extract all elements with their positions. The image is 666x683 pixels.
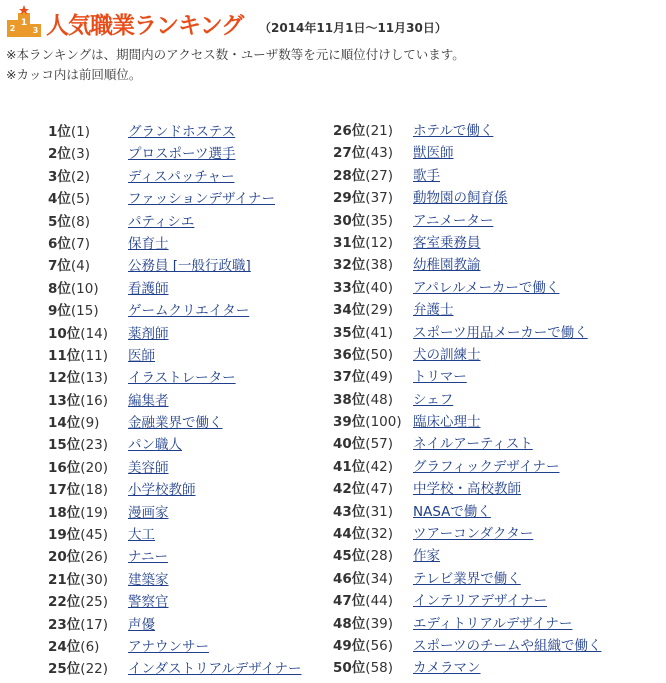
rank-number: 29位 <box>333 190 366 207</box>
job-link[interactable]: アニメーター <box>413 212 494 229</box>
previous-rank: (37) <box>365 190 394 207</box>
rank-label <box>333 165 393 187</box>
job-link[interactable]: ファッションデザイナー <box>128 191 276 208</box>
rank-label <box>333 344 393 366</box>
job-link[interactable]: 弁護士 <box>413 302 454 319</box>
previous-rank: (19) <box>80 504 109 521</box>
rank-number: 23位 <box>48 616 81 633</box>
previous-rank: (31) <box>365 503 394 520</box>
previous-rank: (40) <box>365 279 394 296</box>
previous-rank: (58) <box>365 660 394 677</box>
rank-number: 18位 <box>48 504 81 521</box>
job-link[interactable]: 看護師 <box>128 280 169 297</box>
previous-rank: (9) <box>80 415 100 432</box>
rank-label <box>48 367 108 389</box>
rank-label <box>48 121 90 143</box>
rank-label <box>333 142 393 164</box>
rank-number: 31位 <box>333 234 366 251</box>
rank-number: 14位 <box>48 415 81 432</box>
rank-number: 37位 <box>333 369 366 386</box>
rank-number: 27位 <box>333 145 366 162</box>
rank-number: 50位 <box>333 660 366 677</box>
previous-rank: (17) <box>80 616 109 633</box>
job-link[interactable]: 小学校教師 <box>128 482 196 499</box>
job-link[interactable]: テレビ業界で働く <box>413 570 521 587</box>
rank-label <box>48 233 90 255</box>
page-header <box>6 3 656 41</box>
rank-number: 42位 <box>333 481 366 498</box>
previous-rank: (42) <box>365 458 394 475</box>
previous-rank: (35) <box>365 212 394 229</box>
rank-label <box>48 278 99 300</box>
previous-rank: (45) <box>80 527 109 544</box>
rank-label <box>333 120 393 142</box>
job-link[interactable]: 幼稚園教諭 <box>413 257 481 274</box>
job-link[interactable]: エディトリアルデザイナー <box>413 615 573 632</box>
rank-label <box>48 390 108 412</box>
rank-number: 35位 <box>333 324 366 341</box>
rank-number: 17位 <box>48 482 81 499</box>
previous-rank: (8) <box>70 213 91 230</box>
rank-label <box>333 210 393 232</box>
rank-label <box>48 614 108 636</box>
job-link[interactable]: 保育士 <box>128 235 169 252</box>
previous-rank: (11) <box>80 347 109 364</box>
previous-rank: (32) <box>365 526 394 543</box>
rank-label <box>48 143 90 165</box>
rank-label <box>48 345 108 367</box>
job-link[interactable]: ホテルで働く <box>413 123 494 139</box>
job-link[interactable]: グランドホステス <box>128 124 236 140</box>
podium-digit-3: 3 <box>32 26 39 35</box>
rank-number: 24位 <box>48 638 81 655</box>
job-link[interactable]: スポーツ用品メーカーで働く <box>413 324 588 341</box>
rank-number: 46位 <box>333 570 366 587</box>
job-link[interactable]: グラフィックデザイナー <box>413 458 560 475</box>
rank-label <box>333 635 393 657</box>
job-link[interactable]: スポーツのチームや組織で働く <box>413 637 602 654</box>
job-link[interactable]: 犬の訓練士 <box>413 346 481 363</box>
rank-label <box>333 389 393 411</box>
rank-label <box>333 187 393 209</box>
rank-number: 21位 <box>48 571 81 588</box>
previous-rank: (15) <box>70 303 99 320</box>
job-link[interactable]: 獣医師 <box>413 145 454 162</box>
job-link[interactable]: 建築家 <box>128 571 169 588</box>
rank-number: 48位 <box>333 615 366 632</box>
rank-label <box>333 523 393 545</box>
podium-digit-2: 2 <box>9 24 16 33</box>
previous-rank: (10) <box>70 280 99 297</box>
rank-label <box>48 546 108 568</box>
rank-number: 3位 <box>48 168 71 185</box>
previous-rank: (4) <box>70 258 91 275</box>
rank-label <box>48 658 108 680</box>
job-link[interactable]: 公務員 [一般行政職] <box>128 258 251 275</box>
job-link[interactable]: 臨床心理士 <box>413 414 481 431</box>
job-link[interactable]: パティシエ <box>128 213 195 230</box>
previous-rank: (43) <box>365 145 394 162</box>
rank-label <box>333 299 393 321</box>
ranking-period: （2014年11月1日～11月30日） <box>259 21 447 35</box>
rank-label <box>333 590 393 612</box>
previous-rank: (21) <box>365 123 394 139</box>
rank-label <box>48 434 108 456</box>
previous-rank: (5) <box>70 191 91 208</box>
rank-number: 41位 <box>333 458 366 475</box>
previous-rank: (50) <box>365 346 394 363</box>
rank-number: 26位 <box>333 123 366 139</box>
rank-number: 30位 <box>333 212 366 229</box>
job-link[interactable]: シェフ <box>413 391 454 408</box>
rank-number: 45位 <box>333 548 366 565</box>
rank-label <box>333 456 393 478</box>
rank-label <box>333 366 393 388</box>
rank-number: 39位 <box>333 414 366 431</box>
podium-digit-1: 1 <box>20 18 28 28</box>
rank-label <box>333 545 393 567</box>
rank-label <box>333 433 393 455</box>
previous-rank: (20) <box>80 459 109 476</box>
rank-number: 1位 <box>48 124 71 140</box>
job-link[interactable]: 医師 <box>128 347 155 364</box>
rank-number: 8位 <box>48 280 71 297</box>
rank-label <box>48 323 108 345</box>
previous-rank: (41) <box>365 324 394 341</box>
job-link[interactable]: 薬剤師 <box>128 325 169 342</box>
rank-label <box>48 457 108 479</box>
job-link[interactable]: プロスポーツ選手 <box>128 146 236 163</box>
rank-label <box>48 412 99 434</box>
job-link[interactable]: ナニー <box>128 549 168 566</box>
job-link[interactable]: 客室乗務員 <box>413 234 481 251</box>
rank-label <box>48 569 108 591</box>
rank-label <box>48 300 99 322</box>
previous-rank: (6) <box>80 638 100 655</box>
job-link[interactable]: 声優 <box>128 616 155 633</box>
rank-number: 6位 <box>48 235 71 252</box>
job-link[interactable]: 漫画家 <box>128 504 169 521</box>
previous-rank: (28) <box>365 548 394 565</box>
previous-rank: (12) <box>365 234 394 251</box>
rank-number: 16位 <box>48 459 81 476</box>
rank-number: 38位 <box>333 391 366 408</box>
podium-icon <box>6 5 42 37</box>
job-link[interactable]: パン職人 <box>128 437 182 454</box>
rank-label <box>333 613 393 635</box>
job-link[interactable]: インダストリアルデザイナー <box>128 661 302 678</box>
job-link[interactable]: ネイルアーティスト <box>413 436 533 453</box>
job-link[interactable]: カメラマン <box>413 660 481 677</box>
previous-rank: (3) <box>70 146 91 163</box>
rank-number: 44位 <box>333 526 366 543</box>
previous-rank: (2) <box>70 168 91 185</box>
rank-number: 49位 <box>333 637 366 654</box>
rank-number: 7位 <box>48 258 71 275</box>
previous-rank: (38) <box>365 257 394 274</box>
rank-number: 33位 <box>333 279 366 296</box>
rank-number: 10位 <box>48 325 81 342</box>
rank-label <box>333 657 393 679</box>
previous-rank: (57) <box>365 436 394 453</box>
previous-rank: (27) <box>365 167 394 184</box>
previous-rank: (1) <box>70 124 91 140</box>
rank-label <box>48 502 108 524</box>
rank-number: 2位 <box>48 146 71 163</box>
job-link[interactable]: 編集者 <box>128 392 169 409</box>
rank-label <box>48 479 108 501</box>
rank-number: 47位 <box>333 593 366 610</box>
job-link[interactable]: ツアーコンダクター <box>413 526 534 543</box>
rank-label <box>333 277 393 299</box>
rank-label <box>333 232 393 254</box>
rank-number: 12位 <box>48 370 81 387</box>
note-text: ※カッコ内は前回順位。 <box>6 67 142 82</box>
previous-rank: (56) <box>365 637 394 654</box>
previous-rank: (48) <box>365 391 394 408</box>
rank-number: 36位 <box>333 346 366 363</box>
rank-label <box>333 411 402 433</box>
rank-number: 28位 <box>333 167 366 184</box>
rank-label <box>48 591 108 613</box>
previous-rank: (22) <box>80 661 109 678</box>
rank-number: 9位 <box>48 303 71 320</box>
previous-rank: (7) <box>70 235 91 252</box>
job-link[interactable]: 中学校・高校教師 <box>413 481 521 498</box>
rank-label <box>48 636 99 658</box>
rank-number: 19位 <box>48 527 81 544</box>
rank-number: 34位 <box>333 302 366 319</box>
note-text: ※本ランキングは、期間内のアクセス数・ユーザ数等を元に順位付けしています。 <box>6 47 465 62</box>
previous-rank: (39) <box>365 615 394 632</box>
previous-rank: (100) <box>365 414 402 431</box>
job-link[interactable]: アパレルメーカーで働く <box>413 279 560 296</box>
job-link[interactable]: 金融業界で働く <box>128 415 223 432</box>
rank-number: 32位 <box>333 257 366 274</box>
rank-number: 4位 <box>48 191 71 208</box>
job-link[interactable]: 美容師 <box>128 459 169 476</box>
job-link[interactable]: 作家 <box>413 548 440 565</box>
previous-rank: (26) <box>80 549 109 566</box>
rank-number: 11位 <box>48 347 81 364</box>
job-link[interactable]: 動物園の飼育係 <box>413 190 508 207</box>
job-link[interactable]: 大工 <box>128 527 155 544</box>
job-link[interactable]: 警察官 <box>128 594 169 611</box>
rank-label <box>333 322 393 344</box>
job-link[interactable]: NASAで働く <box>413 503 491 520</box>
page-title: 人気職業ランキング <box>46 13 244 39</box>
rank-label <box>48 166 90 188</box>
job-link[interactable]: アナウンサー <box>128 638 209 655</box>
previous-rank: (47) <box>365 481 394 498</box>
previous-rank: (14) <box>80 325 109 342</box>
rank-number: 5位 <box>48 213 71 230</box>
previous-rank: (13) <box>80 370 109 387</box>
rank-number: 20位 <box>48 549 81 566</box>
job-link[interactable]: ディスパッチャー <box>128 168 235 185</box>
job-link[interactable]: 歌手 <box>413 167 440 184</box>
previous-rank: (44) <box>365 593 394 610</box>
rank-label <box>48 255 90 277</box>
rank-number: 25位 <box>48 661 81 678</box>
previous-rank: (29) <box>365 302 394 319</box>
previous-rank: (34) <box>365 570 394 587</box>
rank-label <box>333 254 393 276</box>
rank-label <box>48 188 90 210</box>
previous-rank: (23) <box>80 437 109 454</box>
rank-label <box>48 524 108 546</box>
previous-rank: (25) <box>80 594 109 611</box>
rank-label <box>333 478 393 500</box>
rank-number: 22位 <box>48 594 81 611</box>
job-link[interactable]: ゲームクリエイター <box>128 303 250 320</box>
rank-number: 40位 <box>333 436 366 453</box>
ranking-notes <box>6 45 465 85</box>
previous-rank: (16) <box>80 392 109 409</box>
rank-number: 15位 <box>48 437 81 454</box>
rank-number: 43位 <box>333 503 366 520</box>
previous-rank: (49) <box>365 369 394 386</box>
rank-label <box>333 568 393 590</box>
previous-rank: (18) <box>80 482 109 499</box>
job-link[interactable]: インテリアデザイナー <box>413 593 548 610</box>
job-link[interactable]: イラストレーター <box>128 370 236 387</box>
job-link[interactable]: トリマー <box>413 369 467 386</box>
rank-number: 13位 <box>48 392 81 409</box>
rank-label <box>48 211 90 233</box>
previous-rank: (30) <box>80 571 109 588</box>
rank-label <box>333 501 393 523</box>
